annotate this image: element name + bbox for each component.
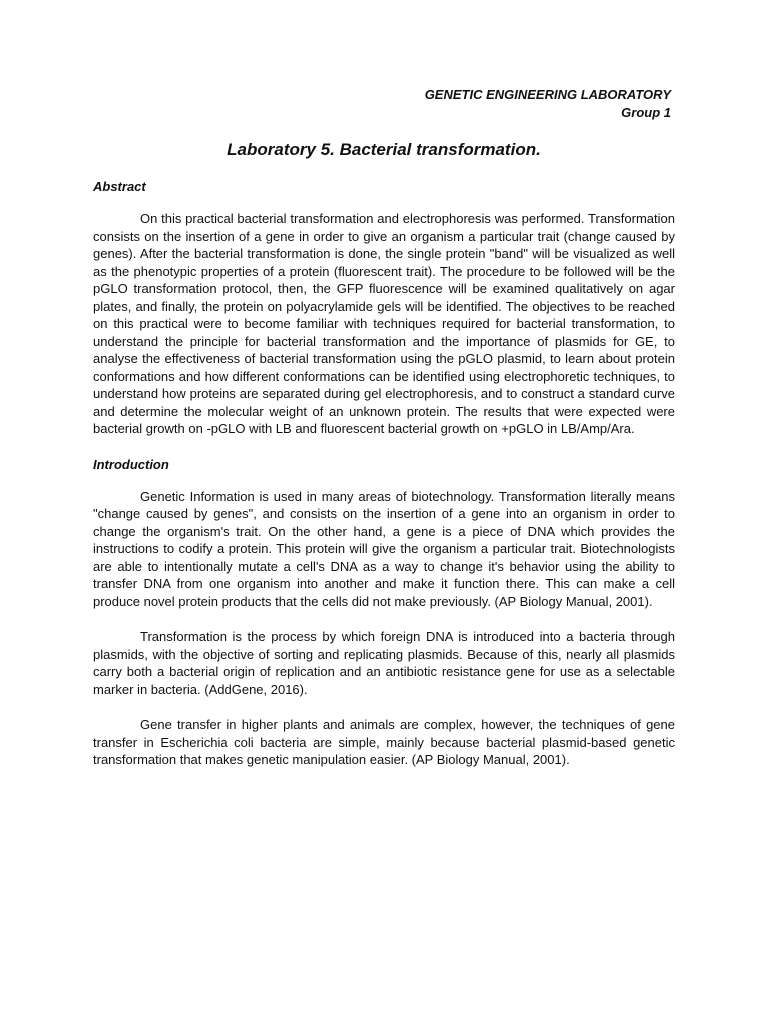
abstract-heading: Abstract xyxy=(93,179,146,194)
course-name: GENETIC ENGINEERING LABORATORY xyxy=(424,87,671,102)
abstract-paragraph: On this practical bacterial transformation and electrophoresis was performed. Transformation consists on the insertion of a gene in order to give an organism a particular trait (change caused by genes). After the bacterial transformation is done, the single protein "band" will be visualized as well as the phenotypic properties of a protein (fluorescent trait). The procedure to be followed will be the pGLO transformation protocol, then, the GFP fluorescence will be examined qualitatively on agar plates, and finally, the protein on polyacrylamide gels will be identified. The objectives to be reached on this practical were to become familiar with techniques required for bacterial transformation, to understand the principle for bacterial transformation and the importance of plasmids for GE, to analyse the effectiveness of bacterial transformation using the pGLO plasmid, to learn about protein conformations and how different conformations can be identified using electrophoretic techniques, to understand how proteins are separated during gel electrophoresis, and to construct a standard curve and determine the molecular weight of an unknown protein. The results that were expected were bacterial growth on -pGLO with LB and fluorescent bacterial growth on +pGLO in LB/Amp/Ara. xyxy=(93,211,675,436)
introduction-section xyxy=(93,456,675,769)
introduction-paragraph-2: Transformation is the process by which foreign DNA is introduced into a bacteria through plasmids, with the objective of sorting and replicating plasmids. Because of this, nearly all plasmids carry both a bacterial origin of replication and an antibiotic resistance gene for use as a selectable marker in bacteria. (AddGene, 2016). xyxy=(93,629,675,697)
group-label: Group 1 xyxy=(621,105,671,120)
introduction-paragraph-1: Genetic Information is used in many areas of biotechnology. Transformation literally means "change caused by genes", and consists on the insertion of a gene into an organism in order to change the organism's trait. On the other hand, a gene is a piece of DNA which provides the instructions to codify a protein. This protein will give the organism a particular trait. Biotechnologists are able to intentionally mutate a cell's DNA as a way to change it's behavior using the ability to transfer DNA from one organism into another and make it function there. This can make a cell produce novel protein products that the cells did not make previously. (AP Biology Manual, 2001). xyxy=(93,488,675,609)
document-body xyxy=(93,178,675,787)
introduction-heading: Introduction xyxy=(93,456,169,472)
abstract-section xyxy=(93,178,675,438)
document-header xyxy=(425,86,671,122)
introduction-paragraph-3: Gene transfer in higher plants and animals are complex, however, the techniques of gene transfer in Escherichia coli bacteria are simple, mainly because bacterial plasmid-based genetic transformation that makes genetic manipulation easier. (AP Biology Manual, 2001). xyxy=(93,717,675,767)
document-title: Laboratory 5. Bacterial transformation. xyxy=(227,140,541,159)
